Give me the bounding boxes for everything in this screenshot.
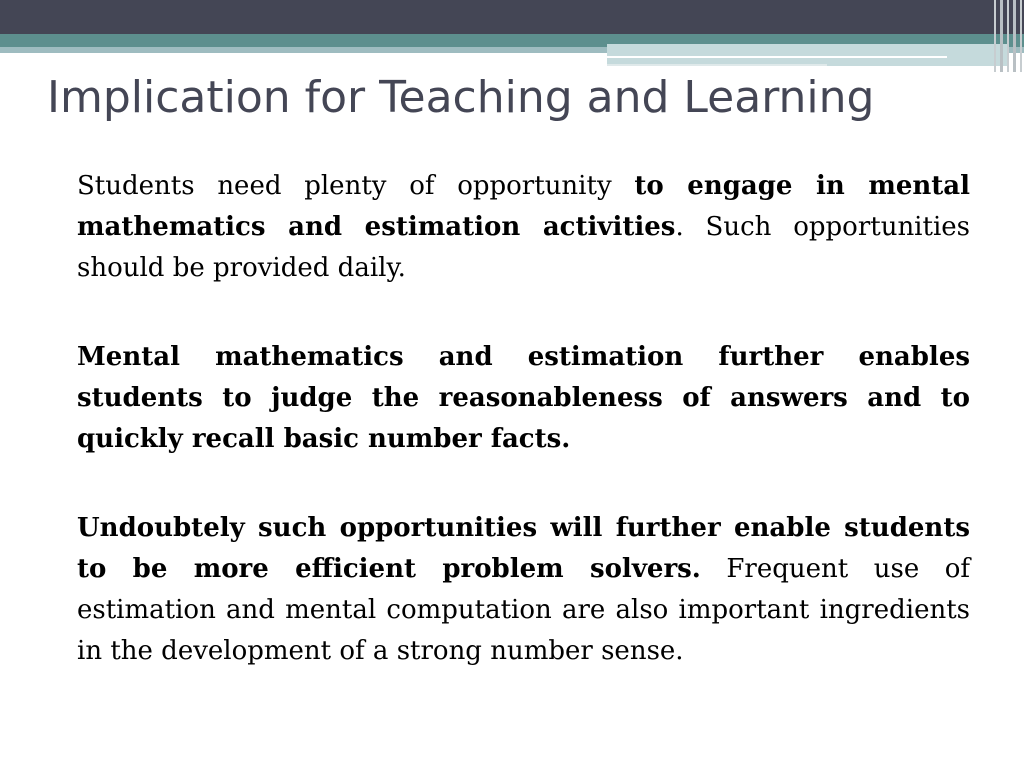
slide-body (77, 166, 970, 672)
paragraph-2-emphasis: Mental mathematics and estimation further enables students to judge the reasonableness of answers and to quickly recall basic number facts. (77, 342, 970, 454)
header-band-dark (0, 0, 1024, 34)
paragraph-3-emphasis: Undoubtely such opportunities will further enable students to be more efficient problem solvers. (77, 513, 970, 584)
paragraph-3 (77, 508, 970, 672)
header-stripes-decoration (992, 0, 1024, 72)
paragraph-2 (77, 337, 970, 460)
paragraph-1-text: Students need plenty of opportunity (77, 171, 635, 201)
paragraph-1-text-end: . Such opportunities should be provided daily. (77, 212, 970, 283)
slide-title: Implication for Teaching and Learning (47, 72, 875, 123)
header-accent-line (607, 56, 947, 58)
paragraph-1 (77, 166, 970, 289)
paragraph-3-text: Frequent use of estimation and mental computation are also important ingredients in the development of a strong number sense. (77, 554, 970, 666)
header-accent-line-secondary (607, 64, 827, 66)
header-band-accent (607, 44, 1007, 66)
paragraph-1-emphasis: to engage in mental mathematics and estimation activities (77, 171, 971, 242)
